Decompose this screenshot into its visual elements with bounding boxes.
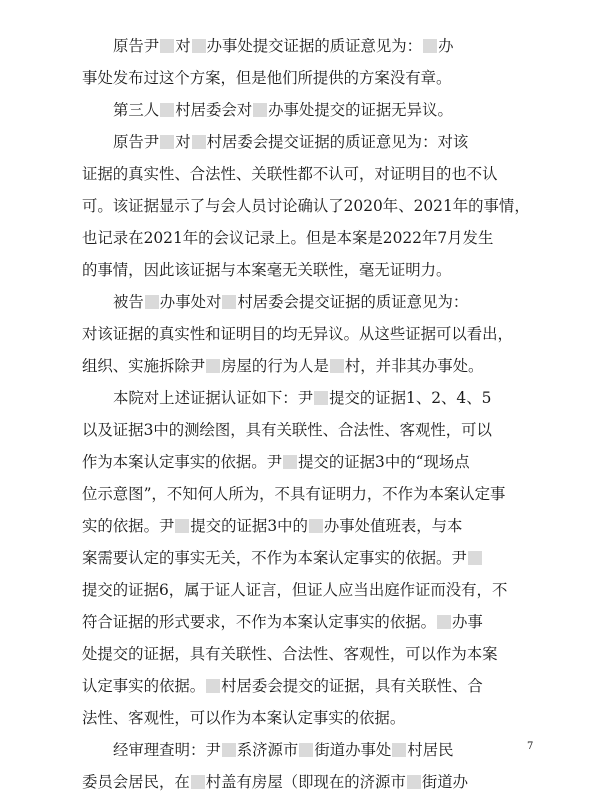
redaction-block [468,551,482,565]
redaction-block [253,103,267,117]
text-line: 作为本案认定事实的依据。尹 提交的证据3中的“现场点 [82,453,470,471]
text-line: 事处发布过这个方案，但是他们所提供的方案没有章。 [82,69,452,87]
redaction-block [160,39,174,53]
page-number: 7 [527,741,534,752]
redaction-block [423,39,437,53]
text-line: 第三人 村居委会对 办事处提交的证据无异议。 [113,101,453,119]
text-line: 对该证据的真实性和证明目的均无异议。从这些证据可以看出， [82,325,513,343]
redaction-block [437,615,451,629]
text-line: 也记录在2021年的会议记录上。但是本案是2022年7月发生 [82,229,494,247]
redaction-block [392,743,406,757]
redaction-block [222,743,236,757]
redaction-block [222,295,236,309]
text-line: 案需要认定的事实无关，不作为本案认定事实的依据。尹 [82,546,542,570]
redaction-block [299,743,313,757]
redaction-block [191,775,205,789]
text-line: 组织、实施拆除尹 房屋的行为人是 村，并非其办事处。 [82,357,484,375]
text-line: 原告尹 对 村居委会提交证据的质证意见为：对该 [113,133,469,151]
text-line: 法性、客观性，可以作为本案认定事实的依据。 [82,709,406,727]
text-line: 符合证据的形式要求，不作为本案认定事实的依据。 办事 [82,613,483,631]
text-line: 以及证据3中的测绘图，具有关联性、合法性、客观性，可以 [82,421,492,439]
text-line: 被告 办事处对 村居委会提交证据的质证意见为： [113,293,469,311]
text-line: 可。该证据显示了与会人员讨论确认了2020年、2021年的事情， [82,197,530,215]
text-line: 实的依据。尹 提交的证据3中的 办事处值班表，与本 [82,517,463,535]
redaction-block [206,359,220,373]
redaction-block [283,455,297,469]
text-line: 认定事实的依据。 村居委会提交的证据，具有关联性、合 [82,677,483,695]
redaction-block [206,679,220,693]
redaction-block [330,359,344,373]
text-line: 本院对上述证据认证如下：尹 提交的证据1、2、4、5 [113,389,492,407]
redaction-block [192,39,206,53]
text-line: 原告尹 对 办事处提交证据的质证意见为： 办 [113,37,454,55]
redaction-block [160,135,174,149]
redaction-block [145,295,159,309]
text-line: 证据的真实性、合法性、关联性都不认可，对证明目的也不认 [82,165,498,183]
text-line: 经审理查明：尹 系济源市 街道办事处 村居民 [113,741,454,759]
redaction-block [192,135,206,149]
redaction-block [314,391,328,405]
text-line: 提交的证据6，属于证人证言，但证人应当出庭作证而没有，不 [82,581,508,599]
text-line: 处提交的证据，具有关联性、合法性、客观性，可以作为本案 [82,645,498,663]
redaction-block [175,519,189,533]
redaction-block [407,775,421,789]
redaction-block [309,519,323,533]
redaction-block [160,103,174,117]
text-line: 委员会居民，在 村盖有房屋（即现在的济源市 街道办 [82,773,469,791]
text-line: 的事情，因此该证据与本案毫无关联性，毫无证明力。 [82,261,452,279]
text-line: 位示意图”，不知何人所为，不具有证明力，不作为本案认定事 [82,485,506,503]
